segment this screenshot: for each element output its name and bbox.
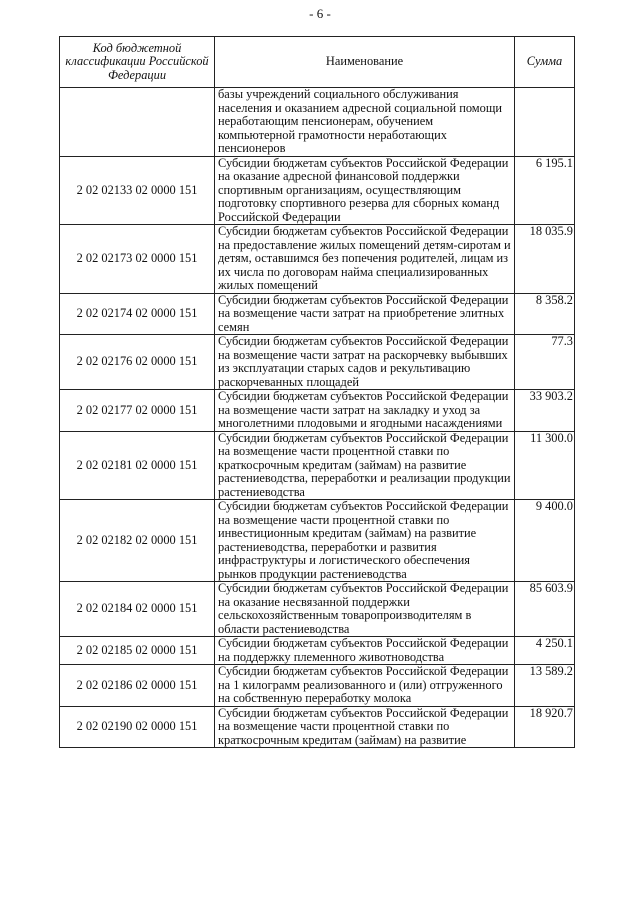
- budget-table: [59, 36, 575, 748]
- row-name: Субсидии бюджетам субъектов Российской Федерации на оказание несвязанной поддержки сельскохозяйственным товаропроизводителям в области растениеводства: [215, 582, 515, 637]
- row-sum: 85 603.9: [515, 582, 575, 637]
- row-name: Субсидии бюджетам субъектов Российской Федерации на возмещение части затрат на раскорчевку выбывших из эксплуатации старых садов и рекультивацию раскорчеванных площадей: [215, 335, 515, 390]
- row-name: Субсидии бюджетам субъектов Российской Федерации на возмещение части процентной ставки по краткосрочным кредитам (займам) на развитие растениеводства, переработки и реализации продукции растениеводства: [215, 431, 515, 500]
- row-sum: 9 400.0: [515, 500, 575, 582]
- row-name: Субсидии бюджетам субъектов Российской Федерации на поддержку племенного животноводства: [215, 637, 515, 665]
- row-sum: 4 250.1: [515, 637, 575, 665]
- row-name: базы учреждений социального обслуживания населения и оказанием адресной социальной помощи неработающим пенсионерам, обучением компьютерной грамотности неработающих пенсионеров: [215, 88, 515, 157]
- table-row: [60, 582, 575, 637]
- row-sum: 8 358.2: [515, 293, 575, 335]
- table-row: [60, 88, 575, 157]
- row-sum: 18 035.9: [515, 225, 575, 294]
- header-code: Код бюджетной классификации Российской Федерации: [60, 37, 215, 88]
- row-code: 2 02 02181 02 0000 151: [60, 431, 215, 500]
- row-code: 2 02 02177 02 0000 151: [60, 390, 215, 432]
- table-row: [60, 500, 575, 582]
- header-sum: Сумма: [515, 37, 575, 88]
- row-name: Субсидии бюджетам субъектов Российской Федерации на возмещение части затрат на закладку и уход за многолетними плодовыми и ягодными насаждениями: [215, 390, 515, 432]
- row-code: 2 02 02176 02 0000 151: [60, 335, 215, 390]
- row-name: Субсидии бюджетам субъектов Российской Федерации на оказание адресной финансовой поддержки спортивным организациям, осуществляющим подготовку спортивного резерва для сборных команд Российской Федерации: [215, 156, 515, 225]
- row-sum: 33 903.2: [515, 390, 575, 432]
- row-code: 2 02 02174 02 0000 151: [60, 293, 215, 335]
- table-row: [60, 390, 575, 432]
- table-row: [60, 225, 575, 294]
- row-code: 2 02 02182 02 0000 151: [60, 500, 215, 582]
- row-code: 2 02 02184 02 0000 151: [60, 582, 215, 637]
- header-name: Наименование: [215, 37, 515, 88]
- row-name: Субсидии бюджетам субъектов Российской Федерации на 1 килограмм реализованного и (или) отгруженного на собственную переработку молока: [215, 665, 515, 707]
- row-name: Субсидии бюджетам субъектов Российской Федерации на возмещение части процентной ставки по краткосрочным кредитам (займам) на развитие: [215, 706, 515, 748]
- row-code: 2 02 02173 02 0000 151: [60, 225, 215, 294]
- table-row: [60, 156, 575, 225]
- table-row: [60, 431, 575, 500]
- row-name: Субсидии бюджетам субъектов Российской Федерации на предоставление жилых помещений детям-сиротам и детям, оставшимся без попечения родителей, лицам из их числа по договорам найма специализированных жилых помещений: [215, 225, 515, 294]
- row-code: [60, 88, 215, 157]
- row-code: 2 02 02133 02 0000 151: [60, 156, 215, 225]
- row-code: 2 02 02186 02 0000 151: [60, 665, 215, 707]
- page-number: - 6 -: [309, 6, 331, 21]
- row-code: 2 02 02190 02 0000 151: [60, 706, 215, 748]
- table-row: [60, 706, 575, 748]
- table-row: [60, 293, 575, 335]
- row-name: Субсидии бюджетам субъектов Российской Федерации на возмещение части затрат на приобретение элитных семян: [215, 293, 515, 335]
- row-sum: [515, 88, 575, 157]
- table-row: [60, 335, 575, 390]
- row-sum: 18 920.7: [515, 706, 575, 748]
- row-sum: 13 589.2: [515, 665, 575, 707]
- row-sum: 77.3: [515, 335, 575, 390]
- row-name: Субсидии бюджетам субъектов Российской Федерации на возмещение части процентной ставки по инвестиционным кредитам (займам) на развитие растениеводства, переработки и развития инфраструктуры и логистического обеспечения рынков продукции растениеводства: [215, 500, 515, 582]
- table-header-row: [60, 37, 575, 88]
- row-code: 2 02 02185 02 0000 151: [60, 637, 215, 665]
- table-row: [60, 665, 575, 707]
- row-sum: 11 300.0: [515, 431, 575, 500]
- table-row: [60, 637, 575, 665]
- row-sum: 6 195.1: [515, 156, 575, 225]
